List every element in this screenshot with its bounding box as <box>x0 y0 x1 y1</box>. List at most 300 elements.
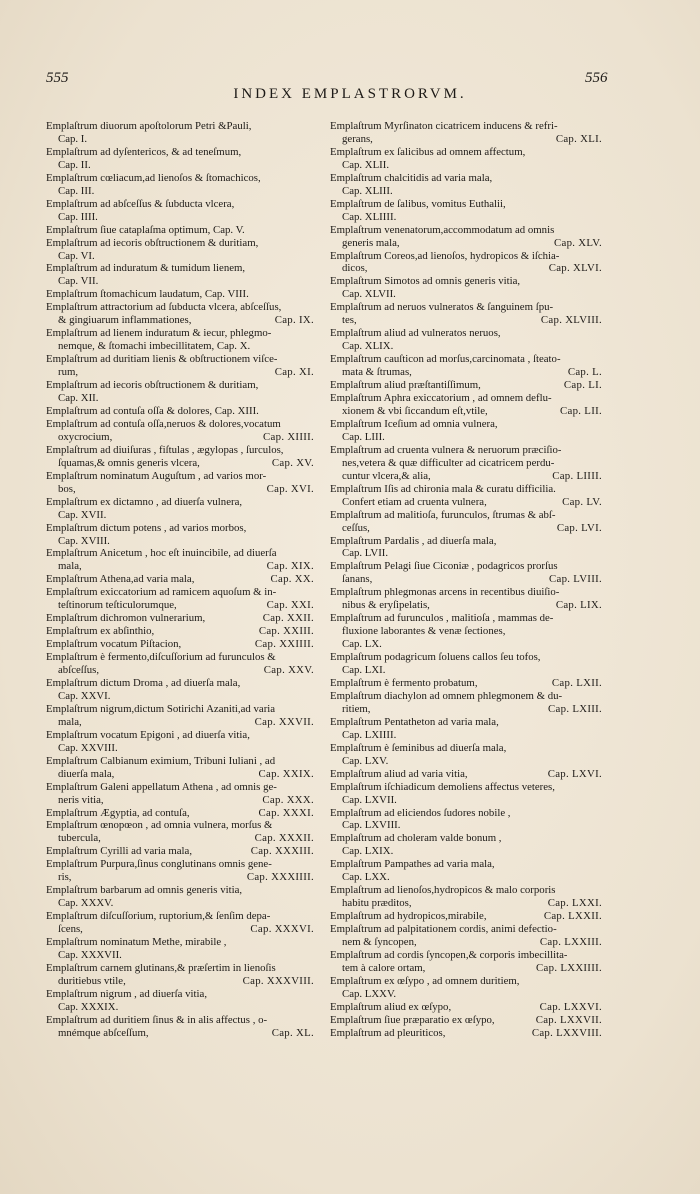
index-entry-line <box>330 936 602 949</box>
entry-text: Cap. LXI. <box>342 664 386 677</box>
entry-text: rum, <box>58 366 79 379</box>
entry-text: Emplaſtrum vocatum Epigoni , ad diuerſa vitia, <box>46 728 250 741</box>
index-entry-line <box>46 599 314 612</box>
entry-text: Emplaſtrum ad furunculos , malitioſa , mammas de- <box>330 612 554 625</box>
index-entry-line <box>46 470 314 483</box>
index-entry-line <box>46 794 314 807</box>
entry-text: Emplaſtrum carnem glutinans,& præſertim in lienoſis <box>46 961 276 974</box>
entry-text: Emplaſtrum podagricum ſoluens callos ſeu tofos, <box>330 651 541 664</box>
entry-text: bos, <box>58 482 76 495</box>
entry-text: Cap. LXVIII. <box>342 819 401 832</box>
entry-text: Emplaſtrum ex dictamno , ad diuerſa vulnera, <box>46 495 243 508</box>
entry-text: Emplaſtrum nominatum Auguſtum , ad varios mor- <box>46 469 267 482</box>
entry-text: Emplaſtrum ad duritiam lienis & obſtructionem viſce- <box>46 353 278 366</box>
entry-text: Emplaſtrum Pentatheton ad varia mala, <box>330 715 499 728</box>
chapter-reference: Cap. LXXVIII. <box>531 1026 602 1039</box>
entry-text: Emplaſtrum Pampathes ad varia mala, <box>330 858 495 871</box>
index-entry-line <box>46 392 314 405</box>
chapter-reference: Cap. XLVIII. <box>540 314 602 327</box>
index-entry-line <box>46 871 314 884</box>
index-entry-line <box>330 327 602 340</box>
entry-text: Emplaſtrum Pelagi ſiue Ciconiæ , podagricos prorſus <box>330 560 558 573</box>
index-entry-line <box>330 729 602 742</box>
entry-text: Emplaſtrum Anicetum , hoc eſt inuincibile, ad diuerſa <box>46 547 277 560</box>
index-entry-line <box>46 301 314 314</box>
entry-text: Cap. LXX. <box>342 871 390 884</box>
entry-text: Emplaſtrum ad dyſentericos, & ad teneſmum, <box>46 145 242 158</box>
index-entry-line <box>46 638 314 651</box>
entry-text: nibus & eryſipelatis, <box>342 599 430 612</box>
index-entry-line <box>330 133 602 146</box>
index-entry-line <box>330 858 602 871</box>
entry-text: Emplaſtrum Iſis ad chironia mala & curatu difficilia. <box>330 482 556 495</box>
index-entry-line <box>330 988 602 1001</box>
chapter-reference: Cap. XXI. <box>266 599 314 612</box>
chapter-reference: Cap. L. <box>567 366 602 379</box>
index-entry-line <box>330 159 602 172</box>
index-entry-line <box>46 509 314 522</box>
entry-text: Confert etiam ad cruenta vulnera, <box>342 495 487 508</box>
chapter-reference: Cap. LII. <box>560 404 602 417</box>
entry-text: Emplaſtrum nominatum Methe, mirabile , <box>46 936 227 949</box>
index-entry-line <box>46 1027 314 1040</box>
entry-text: Cap. II. <box>58 158 91 171</box>
chapter-reference: Cap. LVI. <box>556 521 602 534</box>
entry-text: Emplaſtrum ex ſalicibus ad omnem affectum, <box>330 145 526 158</box>
index-entry-line <box>330 832 602 845</box>
index-entry-line <box>330 703 602 716</box>
entry-text: Emplaſtrum ſiue cataplaſma optimum, Cap. V. <box>46 223 245 236</box>
index-entry-line <box>46 120 314 133</box>
chapter-reference: Cap. LVIII. <box>549 573 602 586</box>
index-entry-line <box>46 664 314 677</box>
index-entry-line <box>46 1014 314 1027</box>
entry-text: Emplaſtrum ſiue præparatio ex œſypo, <box>330 1013 495 1026</box>
entry-text: Emplaſtrum ſtomachicum laudatum, Cap. VIII. <box>46 288 249 301</box>
index-entry-line <box>330 457 602 470</box>
index-entry-line <box>330 897 602 910</box>
index-entry-line <box>330 250 602 263</box>
index-entry-line <box>46 845 314 858</box>
chapter-reference: Cap. XXIIII. <box>254 638 314 651</box>
index-entry-line <box>330 923 602 936</box>
index-entry-line <box>46 535 314 548</box>
entry-text: Emplaſtrum de ſalibus, vomitus Euthalii, <box>330 197 506 210</box>
index-entry-line <box>330 224 602 237</box>
index-entry-line <box>330 807 602 820</box>
entry-text: Emplaſtrum Cyrilli ad varia mala, <box>46 845 193 858</box>
index-entry-line <box>46 159 314 172</box>
index-entry-line <box>46 677 314 690</box>
entry-text: Cap. XXVI. <box>58 689 111 702</box>
entry-text: Emplaſtrum ad malitioſa, furunculos, ſtrumas & abſ- <box>330 508 556 521</box>
entry-text: diuerſa mala, <box>58 767 115 780</box>
entry-text: Emplaſtrum ad induratum & tumidum lienem, <box>46 262 246 275</box>
index-entry-line <box>330 120 602 133</box>
entry-text: Cap. III. <box>58 184 95 197</box>
chapter-reference: Cap. XLI. <box>555 132 602 145</box>
entry-text: Emplaſtrum è ſeminibus ad diuerſa mala, <box>330 741 507 754</box>
entry-text: Emplaſtrum ad diuiſuras , fiſtulas , ægylopas , ſurculos, <box>46 443 284 456</box>
index-entry-line <box>330 535 602 548</box>
entry-text: Emplaſtrum ad eliciendos ſudores nobile , <box>330 806 511 819</box>
entry-text: Emplaſtrum nigrum,dictum Sotirichi Azaniti,ad varia <box>46 702 276 715</box>
index-entry-line <box>330 470 602 483</box>
entry-text: Emplaſtrum Simotos ad omnis generis vitia, <box>330 275 521 288</box>
entry-text: Emplaſtrum phlegmonas arcens in recentibus diuiſio- <box>330 586 560 599</box>
entry-text: Emplaſtrum ad palpitationem cordis, animi defectio- <box>330 923 557 936</box>
index-entry-line <box>46 366 314 379</box>
index-entry-line <box>330 768 602 781</box>
index-entry-line <box>330 301 602 314</box>
index-entry-line <box>46 949 314 962</box>
index-entry-line <box>46 133 314 146</box>
entry-text: teſtinorum teſticulorumque, <box>58 599 177 612</box>
index-entry-line <box>330 1027 602 1040</box>
index-entry-line <box>330 340 602 353</box>
chapter-reference: Cap. XXXIIII. <box>246 871 314 884</box>
page-number-left: 555 <box>46 70 69 86</box>
index-entry-line <box>330 547 602 560</box>
index-entry-line <box>46 250 314 263</box>
entry-text: Emplaſtrum dichromon vulnerarium, <box>46 612 206 625</box>
entry-text: Emplaſtrum cauſticon ad morſus,carcinomata , ſteato- <box>330 353 561 366</box>
index-entry-line <box>330 962 602 975</box>
entry-text: Cap. LXV. <box>342 754 389 767</box>
entry-text: Cap. VI. <box>58 249 95 262</box>
index-entry-line <box>330 742 602 755</box>
index-entry-line <box>46 819 314 832</box>
index-entry-line <box>46 923 314 936</box>
index-entry-line <box>330 211 602 224</box>
chapter-reference: Cap. LXVI. <box>547 767 602 780</box>
entry-text: nes,vetera & quæ difficulter ad cicatricem perdu- <box>342 456 555 469</box>
chapter-reference: Cap. LIIII. <box>552 469 602 482</box>
entry-text: Emplaſtrum œnopœon , ad omnia vulnera, morſus & <box>46 819 273 832</box>
index-entry-line <box>330 262 602 275</box>
entry-text: Emplaſtrum diachylon ad omnem phlegmonem & du- <box>330 689 563 702</box>
index-entry-line <box>330 353 602 366</box>
index-entry-line <box>46 807 314 820</box>
index-entry-line <box>46 755 314 768</box>
chapter-reference: Cap. XI. <box>274 366 314 379</box>
entry-text: Cap. XLIII. <box>342 184 393 197</box>
chapter-reference: Cap. LXXVII. <box>535 1013 602 1026</box>
entry-text: Emplaſtrum ad neruos vulneratos & ſanguinem ſpu- <box>330 301 554 314</box>
index-entry-line <box>46 547 314 560</box>
index-entry-line <box>46 586 314 599</box>
chapter-reference: Cap. LXXIII. <box>539 936 602 949</box>
index-entry-line <box>330 366 602 379</box>
index-entry-line <box>46 716 314 729</box>
entry-text: Emplaſtrum ad contuſa oſſa,neruos & dolores,vocatum <box>46 417 281 430</box>
index-entry-line <box>330 975 602 988</box>
entry-text: tes, <box>342 314 357 327</box>
index-entry-line <box>46 975 314 988</box>
entry-text: Cap. LXXV. <box>342 987 397 1000</box>
entry-text: Cap. LXVII. <box>342 793 397 806</box>
entry-text: Cap. XLVII. <box>342 288 396 301</box>
index-entry-line <box>46 405 314 418</box>
index-entry-line <box>46 457 314 470</box>
index-entry-line <box>330 573 602 586</box>
chapter-reference: Cap. LIX. <box>555 599 602 612</box>
entry-text: mata & ſtrumas, <box>342 366 412 379</box>
index-entry-line <box>46 327 314 340</box>
entry-text: ceſſus, <box>342 521 370 534</box>
entry-text: Emplaſtrum Myrſinaton cicatricem inducens & refri- <box>330 120 558 132</box>
index-entry-line <box>46 522 314 535</box>
index-entry-line <box>330 275 602 288</box>
index-column-left <box>46 120 314 1040</box>
entry-text: ritiem, <box>342 702 371 715</box>
index-entry-line <box>46 703 314 716</box>
chapter-reference: Cap. XXXI. <box>258 806 314 819</box>
index-entry-line <box>330 288 602 301</box>
index-entry-line <box>330 794 602 807</box>
chapter-reference: Cap. XXVII. <box>254 715 314 728</box>
entry-text: & gingiuarum inflammationes, <box>58 314 192 327</box>
entry-text: Emplaſtrum aliud ad varia vitia, <box>330 767 468 780</box>
index-entry-line <box>46 625 314 638</box>
page-number-right: 556 <box>585 70 608 86</box>
chapter-reference: Cap. LXIII. <box>548 702 602 715</box>
chapter-reference: Cap. XVI. <box>266 482 314 495</box>
index-entry-line <box>330 638 602 651</box>
index-entry-line <box>46 962 314 975</box>
index-entry-line <box>46 237 314 250</box>
index-entry-line <box>330 146 602 159</box>
entry-text: Emplaſtrum ad abſceſſus & ſubducta vlcera, <box>46 197 235 210</box>
entry-text: Cap. XLII. <box>342 158 390 171</box>
index-entry-line <box>46 729 314 742</box>
entry-text: Cap. XXVIII. <box>58 741 118 754</box>
index-entry-line <box>46 444 314 457</box>
index-entry-line <box>46 1001 314 1014</box>
index-entry-line <box>46 612 314 625</box>
entry-text: Emplaſtrum aliud præſtantiſſimum, <box>330 379 481 392</box>
chapter-reference: Cap. XXIX. <box>258 767 314 780</box>
entry-text: neris vitia, <box>58 793 104 806</box>
index-entry-line <box>46 340 314 353</box>
entry-text: Emplaſtrum Aphra exiccatorium , ad omnem deflu- <box>330 392 552 405</box>
entry-text: Cap. XXXVII. <box>58 949 122 961</box>
entry-text: cuntur vlcera,& alia, <box>342 469 431 482</box>
entry-text: Cap. XXXV. <box>58 897 114 910</box>
index-entry-line <box>46 768 314 781</box>
index-entry-line <box>330 314 602 327</box>
entry-text: Cap. XVII. <box>58 508 107 521</box>
chapter-reference: Cap. XLV. <box>554 236 602 249</box>
index-entry-line <box>46 742 314 755</box>
index-entry-line <box>46 858 314 871</box>
index-entry-line <box>330 716 602 729</box>
entry-text: ris, <box>58 871 72 884</box>
index-entry-line <box>330 431 602 444</box>
index-entry-line <box>46 262 314 275</box>
index-entry-line <box>330 1014 602 1027</box>
index-entry-line <box>46 496 314 509</box>
index-entry-line <box>330 910 602 923</box>
chapter-reference: Cap. LXXI. <box>547 897 602 910</box>
entry-text: Cap. LXIX. <box>342 845 394 858</box>
index-entry-line <box>46 224 314 237</box>
index-entry-line <box>330 599 602 612</box>
entry-text: Emplaſtrum aliud ad vulneratos neruos, <box>330 327 501 340</box>
index-entry-line <box>46 146 314 159</box>
index-entry-line <box>330 949 602 962</box>
index-entry-line <box>330 405 602 418</box>
entry-text: Emplaſtrum iſchiadicum demoliens affectus veteres, <box>330 780 555 793</box>
index-entry-line <box>46 988 314 1001</box>
page-title: INDEX EMPLASTRORVM. <box>233 86 467 102</box>
index-entry-line <box>46 884 314 897</box>
index-entry-line <box>46 353 314 366</box>
entry-text: Emplaſtrum diuorum apoſtolorum Petri &Pauli, <box>46 120 252 132</box>
entry-text: Emplaſtrum Ægyptia, ad contuſa, <box>46 806 190 819</box>
entry-text: Cap. I. <box>58 132 88 145</box>
index-entry-line <box>46 910 314 923</box>
index-entry-line <box>330 612 602 625</box>
entry-text: Emplaſtrum ad choleram valde bonum , <box>330 832 502 845</box>
entry-text: Emplaſtrum vocatum Piſtacion, <box>46 638 182 651</box>
entry-text: Emplaſtrum è fermento probatum, <box>330 676 478 689</box>
entry-text: Cap. XXXIX. <box>58 1000 119 1013</box>
index-entry-line <box>46 651 314 664</box>
index-entry-line <box>330 651 602 664</box>
entry-text: Emplaſtrum Pardalis , ad diuerſa mala, <box>330 534 497 547</box>
index-entry-line <box>330 392 602 405</box>
chapter-reference: Cap. XLVI. <box>548 262 602 275</box>
index-entry-line <box>330 198 602 211</box>
entry-text: Emplaſtrum dictum potens , ad varios morbos, <box>46 521 247 534</box>
entry-text: nem & ſyncopen, <box>342 936 417 949</box>
chapter-reference: Cap. XXII. <box>262 612 314 625</box>
chapter-reference: Cap. LXXII. <box>543 910 602 923</box>
entry-text: Emplaſtrum ad iecoris obſtructionem & duritiam, <box>46 379 259 392</box>
entry-text: dicos, <box>342 262 368 275</box>
index-entry-line <box>330 172 602 185</box>
entry-text: Emplaſtrum ad lienem induratum & iecur, phlegmo- <box>46 327 272 340</box>
index-entry-line <box>330 845 602 858</box>
index-entry-line <box>46 211 314 224</box>
entry-text: Emplaſtrum exiccatorium ad ramicem aquoſum & in- <box>46 586 277 599</box>
index-entry-line <box>330 884 602 897</box>
entry-text: Emplaſtrum diſcuſſorium, ruptorium,& ſenſim depa- <box>46 910 271 923</box>
index-entry-line <box>330 819 602 832</box>
index-entry-line <box>330 496 602 509</box>
entry-text: Cap. XLIIII. <box>342 210 397 223</box>
chapter-reference: Cap. IX. <box>274 314 314 327</box>
entry-text: generis mala, <box>342 236 400 249</box>
entry-text: Emplaſtrum Athena,ad varia mala, <box>46 573 195 586</box>
entry-text: Cap. LXIIII. <box>342 728 397 741</box>
chapter-reference: Cap. XL. <box>271 1026 314 1039</box>
index-entry-line <box>46 275 314 288</box>
entry-text: Emplaſtrum ad hydropicos,mirabile, <box>330 910 487 923</box>
index-entry-line <box>330 781 602 794</box>
index-entry-line <box>46 172 314 185</box>
entry-text: ſcens, <box>58 923 83 936</box>
entry-text: Emplaſtrum Iceſium ad omnia vulnera, <box>330 417 498 430</box>
entry-text: abſceſſus, <box>58 664 100 677</box>
entry-text: nemque, & ſtomachi imbecillitatem, Cap. X. <box>58 340 251 353</box>
entry-text: Cap. XII. <box>58 392 99 405</box>
entry-text: Emplaſtrum aliud ex œſypo, <box>330 1000 452 1013</box>
chapter-reference: Cap. XXXII. <box>254 832 314 845</box>
chapter-reference: Cap. XX. <box>270 573 314 586</box>
entry-text: Emplaſtrum Coreos,ad lienoſos, hydropicos & iſchia- <box>330 249 560 262</box>
entry-text: xionem & vbi ſiccandum eſt,vtile, <box>342 404 488 417</box>
entry-text: Cap. LVII. <box>342 547 389 560</box>
chapter-reference: Cap. XXV. <box>263 664 314 677</box>
chapter-reference: Cap. LXII. <box>551 676 602 689</box>
entry-text: Cap. IIII. <box>58 210 98 223</box>
index-entry-line <box>330 509 602 522</box>
index-entry-line <box>46 560 314 573</box>
index-entry-line <box>46 379 314 392</box>
index-entry-line <box>46 781 314 794</box>
entry-text: fluxione laborantes & venæ ſectiones, <box>342 625 506 638</box>
index-entry-line <box>46 418 314 431</box>
entry-text: tubercula, <box>58 832 101 845</box>
index-entry-line <box>330 237 602 250</box>
index-entry-line <box>46 897 314 910</box>
entry-text: oxycrocium, <box>58 430 113 443</box>
entry-text: Emplaſtrum nigrum , ad diuerſa vitia, <box>46 987 208 1000</box>
chapter-reference: Cap. XXXVIII. <box>242 974 314 987</box>
index-entry-line <box>330 690 602 703</box>
entry-text: Emplaſtrum è fermento,diſcuſſorium ad furunculos & <box>46 651 276 664</box>
index-entry-line <box>330 418 602 431</box>
index-entry-line <box>330 560 602 573</box>
index-entry-line <box>46 288 314 301</box>
index-entry-line <box>330 483 602 496</box>
chapter-reference: Cap. LI. <box>563 379 602 392</box>
index-entry-line <box>46 573 314 586</box>
entry-text: Emplaſtrum venenatorum,accommodatum ad omnis <box>330 223 555 236</box>
chapter-reference: Cap. XXXIII. <box>250 845 314 858</box>
entry-text: Emplaſtrum ad cruenta vulnera & neruorum præciſio- <box>330 443 562 456</box>
index-entry-line <box>330 522 602 535</box>
entry-text: Cap. LX. <box>342 638 382 651</box>
entry-text: duritiebus vtile, <box>58 974 126 987</box>
entry-text: Emplaſtrum ex abſinthio, <box>46 625 155 638</box>
index-column-right <box>330 120 602 1040</box>
entry-text: Emplaſtrum ad lienoſos,hydropicos & malo corporis <box>330 884 556 897</box>
entry-text: Cap. XLIX. <box>342 340 394 353</box>
index-entry-line <box>46 431 314 444</box>
index-entry-line <box>330 1001 602 1014</box>
entry-text: Emplaſtrum barbarum ad omnis generis vitia, <box>46 884 243 897</box>
chapter-reference: Cap. LXXVI. <box>539 1000 602 1013</box>
entry-text: Emplaſtrum Galeni appellatum Athena , ad omnis ge- <box>46 780 277 793</box>
entry-text: Emplaſtrum cœliacum,ad lienoſos & ſtomachicos, <box>46 171 261 184</box>
entry-text: Emplaſtrum ad contuſa oſſa & dolores, Cap. XIII. <box>46 404 259 417</box>
index-entry-line <box>46 690 314 703</box>
index-entry-line <box>330 664 602 677</box>
entry-text: Cap. XVIII. <box>58 534 110 547</box>
entry-text: ſquamas,& omnis generis vlcera, <box>58 456 200 469</box>
index-entry-line <box>330 185 602 198</box>
chapter-reference: Cap. XXX. <box>262 793 314 806</box>
entry-text: Emplaſtrum Calbianum eximium, Tribuni Iuliani , ad <box>46 754 276 767</box>
entry-text: ſanans, <box>342 573 373 586</box>
index-entry-line <box>330 586 602 599</box>
chapter-reference: Cap. XXXVI. <box>250 923 314 936</box>
entry-text: Emplaſtrum ad duritiem ſinus & in alis affectus , o- <box>46 1013 268 1026</box>
chapter-reference: Cap. XIX. <box>266 560 314 573</box>
